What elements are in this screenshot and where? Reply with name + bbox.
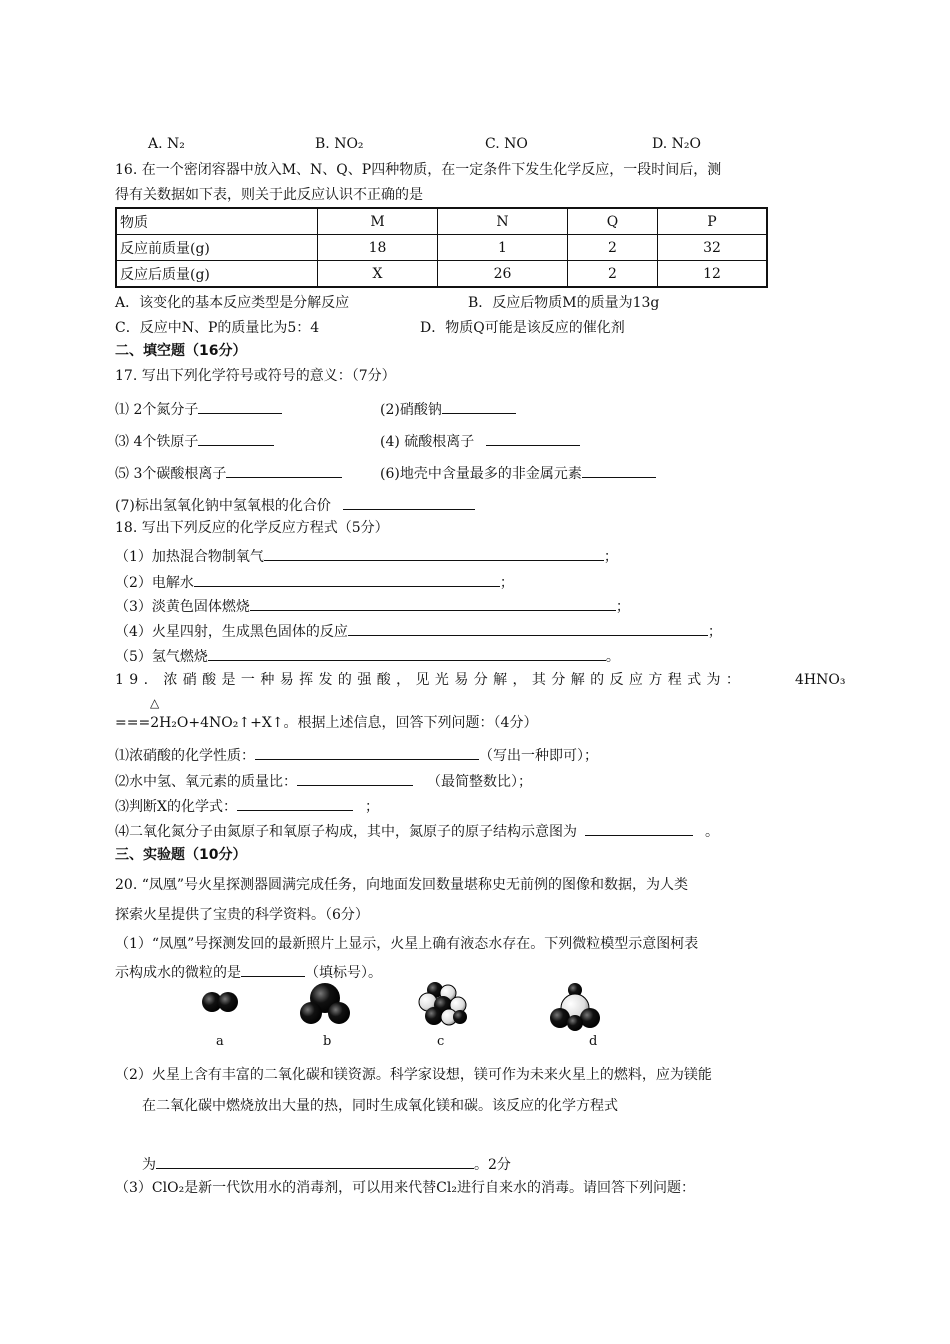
semicolon: ； bbox=[707, 624, 722, 640]
q18-item-4 bbox=[115, 621, 722, 641]
q15-option-d: D. N₂O bbox=[652, 136, 701, 152]
q18-item-2-text: （2）电解水 bbox=[115, 575, 194, 591]
q18-stem: 18. 写出下列反应的化学反应方程式（5分） bbox=[115, 520, 389, 536]
q19-formula-reactant: 4HNO₃ bbox=[795, 672, 846, 688]
answer-blank[interactable] bbox=[198, 399, 282, 414]
table-header-cell: 物质 bbox=[116, 208, 318, 235]
molecule-models-figure bbox=[190, 980, 630, 1050]
model-c[interactable] bbox=[419, 982, 467, 1025]
answer-blank[interactable] bbox=[264, 546, 604, 561]
answer-blank[interactable] bbox=[486, 431, 580, 446]
q18-item-4-text: （4）火星四射，生成黑色固体的反应 bbox=[115, 624, 348, 640]
q16-stem-line1: 16. 在一个密闭容器中放入M、N、Q、P四种物质，在一定条件下发生化学反应，一段时间后，测 bbox=[115, 162, 722, 178]
q18-item-3-text: （3）淡黄色固体燃烧 bbox=[115, 599, 250, 615]
table-cell: X bbox=[318, 261, 438, 288]
q20-part2-prefix: 为 bbox=[142, 1157, 156, 1173]
q20-part1-line2 bbox=[115, 962, 382, 982]
q16-stem-line2: 得有关数据如下表，则关于此反应认识不正确的是 bbox=[115, 187, 423, 203]
q19-item-2-hint: （最简整数比）； bbox=[427, 774, 532, 790]
table-header-cell: P bbox=[658, 208, 768, 235]
q20-part2-score: 。2分 bbox=[474, 1157, 511, 1173]
semicolon: ； bbox=[603, 549, 618, 565]
q19-item-4-text: ⑷二氧化氮分子由氮原子和氧原子构成，其中，氮原子的原子结构示意图为 bbox=[115, 824, 577, 840]
q19-stem-line2: ===2H₂O+4NO₂↑+X↑。根据上述信息，回答下列问题：（4分） bbox=[115, 715, 538, 731]
q16-data-table bbox=[115, 207, 768, 288]
q18-item-5-text: （5）氢气燃烧 bbox=[115, 649, 208, 665]
model-label-c: c bbox=[437, 1034, 445, 1049]
q18-item-5 bbox=[115, 646, 620, 666]
q17-item-2-text: (2)硝酸钠 bbox=[380, 402, 442, 418]
table-cell: 反应前质量(g) bbox=[116, 235, 318, 261]
q20-part3: （3）ClO₂是新一代饮用水的消毒剂，可以用来代替Cl₂进行自来水的消毒。请回答下列问题： bbox=[115, 1180, 695, 1196]
answer-blank[interactable] bbox=[348, 621, 708, 636]
q19-item-1-text: ⑴浓硝酸的化学性质： bbox=[115, 748, 255, 764]
table-header-cell: Q bbox=[568, 208, 658, 235]
q20-part2-line3 bbox=[142, 1154, 511, 1174]
q20-part1-text: 示构成水的微粒的是 bbox=[115, 965, 241, 981]
q19-item-3 bbox=[115, 796, 379, 816]
answer-blank[interactable] bbox=[442, 399, 516, 414]
q20-stem-line2: 探索火星提供了宝贵的科学资料。（6分） bbox=[115, 907, 369, 923]
q17-item-6-text: (6)地壳中含量最多的非金属元素 bbox=[380, 466, 582, 482]
q18-item-3 bbox=[115, 596, 630, 616]
q17-item-2 bbox=[380, 399, 516, 419]
table-cell: 1 bbox=[438, 235, 568, 261]
period: 。 bbox=[605, 649, 620, 665]
model-label-b: b bbox=[323, 1034, 332, 1049]
q20-part2-line1: （2）火星上含有丰富的二氧化碳和镁资源。科学家设想，镁可作为未来火星上的燃料，应为镁能 bbox=[115, 1067, 712, 1083]
q19-stem-line1: 19. 浓硝酸是一种易挥发的强酸，见光易分解，其分解的反应方程式为： bbox=[115, 672, 746, 688]
answer-blank[interactable] bbox=[198, 431, 274, 446]
q17-item-4 bbox=[380, 431, 580, 451]
q20-part1-hint: （填标号）。 bbox=[305, 965, 382, 981]
answer-blank[interactable] bbox=[241, 962, 305, 977]
q19-item-1 bbox=[115, 745, 598, 765]
table-row bbox=[116, 261, 767, 288]
q17-item-1-text: ⑴ 2个氮分子 bbox=[115, 402, 199, 418]
q17-item-5 bbox=[115, 463, 342, 483]
table-cell: 反应后质量(g) bbox=[116, 261, 318, 288]
table-header-row bbox=[116, 208, 767, 235]
q15-option-a: A. N₂ bbox=[148, 136, 185, 152]
model-d[interactable] bbox=[550, 983, 600, 1031]
model-label-a: a bbox=[216, 1034, 224, 1049]
table-row bbox=[116, 235, 767, 261]
q18-item-1 bbox=[115, 546, 618, 566]
q16-option-d: D．物质Q可能是该反应的催化剂 bbox=[420, 320, 625, 336]
q20-stem-line1: 20. “凤凰”号火星探测器圆满完成任务，向地面发回数量堪称史无前例的图像和数据，为人类 bbox=[115, 877, 689, 893]
q19-item-4 bbox=[115, 821, 719, 841]
section-experiment-title: 三、实验题（10分） bbox=[115, 847, 247, 863]
answer-blank[interactable] bbox=[343, 495, 475, 510]
q16-option-c: C．反应中N、P的质量比为5：4 bbox=[115, 320, 320, 336]
q17-item-3 bbox=[115, 431, 274, 451]
section-fill-in-title: 二、填空题（16分） bbox=[115, 343, 247, 359]
answer-blank[interactable] bbox=[582, 463, 656, 478]
q17-item-1 bbox=[115, 399, 282, 419]
q19-item-1-hint: （写出一种即可）； bbox=[479, 748, 598, 764]
answer-blank[interactable] bbox=[585, 821, 693, 836]
q17-item-5-text: ⑸ 3个碳酸根离子 bbox=[115, 466, 227, 482]
answer-blank[interactable] bbox=[194, 572, 500, 587]
semicolon: ； bbox=[499, 575, 514, 591]
table-cell: 2 bbox=[568, 235, 658, 261]
q17-item-7 bbox=[115, 495, 475, 515]
table-cell: 32 bbox=[658, 235, 768, 261]
q20-part2-line2: 在二氧化碳中燃烧放出大量的热，同时生成氧化镁和碳。该反应的化学方程式 bbox=[142, 1098, 618, 1114]
q17-item-3-text: ⑶ 4个铁原子 bbox=[115, 434, 199, 450]
semicolon: ； bbox=[615, 599, 630, 615]
q15-option-c: C. NO bbox=[485, 136, 528, 152]
q16-option-b: B．反应后物质M的质量为13g bbox=[468, 295, 660, 311]
q17-item-4-text: (4) 硫酸根离子 bbox=[380, 434, 475, 450]
model-label-d: d bbox=[589, 1034, 598, 1049]
q17-item-7-text: (7)标出氢氧化钠中氢氧根的化合价 bbox=[115, 498, 331, 514]
table-cell: 2 bbox=[568, 261, 658, 288]
q20-part1-line1: （1）“凤凰”号探测发回的最新照片上显示，火星上确有液态水存在。下列微粒模型示意图柯表 bbox=[115, 936, 699, 952]
q19-item-2-text: ⑵水中氢、氧元素的质量比： bbox=[115, 774, 297, 790]
answer-blank[interactable] bbox=[255, 745, 479, 760]
q17-item-6 bbox=[380, 463, 656, 483]
q17-stem: 17. 写出下列化学符号或符号的意义：（7分） bbox=[115, 368, 396, 384]
answer-blank[interactable] bbox=[226, 463, 342, 478]
q19-item-2 bbox=[115, 771, 532, 791]
answer-blank[interactable] bbox=[156, 1154, 474, 1169]
model-b[interactable] bbox=[300, 983, 350, 1024]
q19-item-3-text: ⑶判断X的化学式： bbox=[115, 799, 237, 815]
table-cell: 18 bbox=[318, 235, 438, 261]
heat-triangle-symbol: △ bbox=[150, 696, 160, 710]
answer-blank[interactable] bbox=[250, 596, 616, 611]
table-cell: 12 bbox=[658, 261, 768, 288]
q18-item-1-text: （1）加热混合物制氧气 bbox=[115, 549, 264, 565]
q15-option-b: B. NO₂ bbox=[315, 136, 364, 152]
model-a[interactable] bbox=[202, 992, 238, 1012]
q18-item-2 bbox=[115, 572, 514, 592]
q16-option-a: A．该变化的基本反应类型是分解反应 bbox=[115, 295, 350, 311]
table-header-cell: N bbox=[438, 208, 568, 235]
table-cell: 26 bbox=[438, 261, 568, 288]
answer-blank[interactable] bbox=[237, 796, 353, 811]
answer-blank[interactable] bbox=[297, 771, 413, 786]
period: 。 bbox=[705, 824, 719, 840]
semicolon: ； bbox=[364, 799, 379, 815]
answer-blank[interactable] bbox=[208, 646, 606, 661]
table-header-cell: M bbox=[318, 208, 438, 235]
